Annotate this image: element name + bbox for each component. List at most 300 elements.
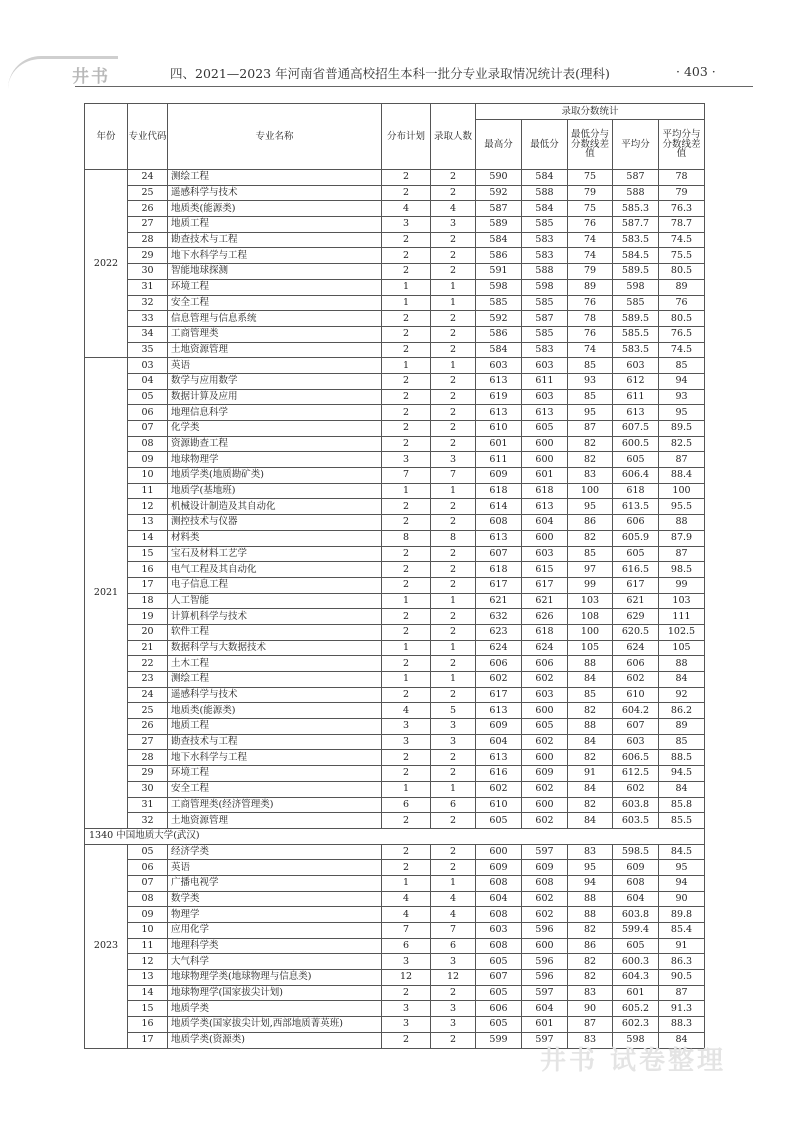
col-plan: 分布计划	[382, 104, 431, 170]
admitted-cell: 5	[431, 703, 476, 719]
name-cell: 测绘工程	[168, 170, 382, 186]
avg-cell: 602	[613, 781, 659, 797]
name-cell: 经济学类	[168, 844, 382, 860]
admitted-cell: 2	[431, 499, 476, 515]
name-cell: 土木工程	[168, 656, 382, 672]
avg-cell: 585.5	[613, 326, 659, 342]
plan-cell: 2	[382, 248, 431, 264]
min-line-cell: 82	[568, 797, 613, 813]
admitted-cell: 2	[431, 813, 476, 829]
min-line-cell: 89	[568, 279, 613, 295]
admitted-cell: 1	[431, 672, 476, 688]
min-line-cell: 84	[568, 672, 613, 688]
admitted-cell: 2	[431, 436, 476, 452]
min-line-cell: 88	[568, 719, 613, 735]
admission-table	[84, 103, 705, 1049]
admitted-cell: 2	[431, 1032, 476, 1048]
admitted-cell: 12	[431, 970, 476, 986]
table-row	[85, 781, 705, 797]
name-cell: 工商管理类(经济管理类)	[168, 797, 382, 813]
avg-cell: 624	[613, 640, 659, 656]
max-cell: 604	[476, 891, 522, 907]
avg-line-cell: 90.5	[659, 970, 705, 986]
plan-cell: 2	[382, 170, 431, 186]
table-row	[85, 609, 705, 625]
name-cell: 地球物理学类(地球物理与信息类)	[168, 970, 382, 986]
max-cell: 607	[476, 546, 522, 562]
min-line-cell: 103	[568, 593, 613, 609]
code-cell: 25	[128, 703, 168, 719]
avg-cell: 598	[613, 279, 659, 295]
admitted-cell: 2	[431, 750, 476, 766]
avg-cell: 608	[613, 875, 659, 891]
code-cell: 33	[128, 311, 168, 327]
avg-cell: 621	[613, 593, 659, 609]
plan-cell: 6	[382, 938, 431, 954]
table-row	[85, 421, 705, 437]
admitted-cell: 2	[431, 264, 476, 280]
min-line-cell: 76	[568, 295, 613, 311]
table-row	[85, 734, 705, 750]
avg-cell: 587.7	[613, 217, 659, 233]
name-cell: 地理信息科学	[168, 405, 382, 421]
min-cell: 600	[522, 530, 568, 546]
admitted-cell: 1	[431, 483, 476, 499]
max-cell: 610	[476, 421, 522, 437]
avg-cell: 607	[613, 719, 659, 735]
min-cell: 600	[522, 436, 568, 452]
name-cell: 地质学类(地质勘矿类)	[168, 468, 382, 484]
min-cell: 601	[522, 468, 568, 484]
min-cell: 605	[522, 719, 568, 735]
name-cell: 软件工程	[168, 624, 382, 640]
admitted-cell: 2	[431, 389, 476, 405]
plan-cell: 7	[382, 468, 431, 484]
min-line-cell: 105	[568, 640, 613, 656]
min-cell: 604	[522, 1001, 568, 1017]
admitted-cell: 2	[431, 985, 476, 1001]
name-cell: 英语	[168, 860, 382, 876]
avg-cell: 605	[613, 938, 659, 954]
admitted-cell: 3	[431, 1017, 476, 1033]
min-line-cell: 78	[568, 311, 613, 327]
min-cell: 626	[522, 609, 568, 625]
year-cell: 2023	[85, 844, 128, 1048]
avg-line-cell: 87	[659, 546, 705, 562]
admitted-cell: 6	[431, 938, 476, 954]
code-cell: 08	[128, 436, 168, 452]
max-cell: 608	[476, 907, 522, 923]
code-cell: 35	[128, 342, 168, 358]
plan-cell: 4	[382, 201, 431, 217]
plan-cell: 3	[382, 1017, 431, 1033]
table-row	[85, 1017, 705, 1033]
name-cell: 地质类(能源类)	[168, 201, 382, 217]
code-cell: 24	[128, 170, 168, 186]
code-cell: 10	[128, 468, 168, 484]
section-row	[85, 828, 705, 844]
plan-cell: 1	[382, 279, 431, 295]
max-cell: 605	[476, 954, 522, 970]
min-cell: 613	[522, 499, 568, 515]
plan-cell: 2	[382, 405, 431, 421]
col-max: 最高分	[476, 120, 522, 170]
plan-cell: 3	[382, 734, 431, 750]
min-line-cell: 94	[568, 875, 613, 891]
min-cell: 602	[522, 734, 568, 750]
min-line-cell: 100	[568, 483, 613, 499]
code-cell: 04	[128, 373, 168, 389]
max-cell: 617	[476, 577, 522, 593]
min-cell: 583	[522, 248, 568, 264]
col-group: 录取分数统计	[476, 104, 705, 120]
name-cell: 机械设计制造及其自动化	[168, 499, 382, 515]
min-cell: 601	[522, 1017, 568, 1033]
avg-line-cell: 95	[659, 860, 705, 876]
name-cell: 勘查技术与工程	[168, 734, 382, 750]
plan-cell: 1	[382, 358, 431, 374]
name-cell: 地球物理学	[168, 452, 382, 468]
avg-line-cell: 80.5	[659, 311, 705, 327]
min-cell: 585	[522, 326, 568, 342]
avg-cell: 603	[613, 734, 659, 750]
avg-cell: 585	[613, 295, 659, 311]
col-min-line: 最低分与分数线差值	[568, 120, 613, 170]
name-cell: 数学类	[168, 891, 382, 907]
plan-cell: 4	[382, 907, 431, 923]
max-cell: 613	[476, 703, 522, 719]
min-line-cell: 82	[568, 703, 613, 719]
min-line-cell: 95	[568, 499, 613, 515]
admitted-cell: 2	[431, 515, 476, 531]
admitted-cell: 2	[431, 405, 476, 421]
code-cell: 15	[128, 546, 168, 562]
code-cell: 32	[128, 295, 168, 311]
max-cell: 607	[476, 970, 522, 986]
admitted-cell: 3	[431, 734, 476, 750]
avg-line-cell: 86.2	[659, 703, 705, 719]
avg-line-cell: 80.5	[659, 264, 705, 280]
col-min: 最低分	[522, 120, 568, 170]
code-cell: 17	[128, 1032, 168, 1048]
max-cell: 613	[476, 530, 522, 546]
admitted-cell: 3	[431, 954, 476, 970]
avg-cell: 607.5	[613, 421, 659, 437]
max-cell: 608	[476, 938, 522, 954]
avg-line-cell: 87	[659, 452, 705, 468]
avg-line-cell: 89	[659, 719, 705, 735]
avg-line-cell: 89.5	[659, 421, 705, 437]
table-row	[85, 358, 705, 374]
col-code: 专业代码	[128, 104, 168, 170]
plan-cell: 2	[382, 985, 431, 1001]
min-line-cell: 93	[568, 373, 613, 389]
name-cell: 数据计算及应用	[168, 389, 382, 405]
code-cell: 29	[128, 248, 168, 264]
avg-line-cell: 94.5	[659, 766, 705, 782]
avg-line-cell: 93	[659, 389, 705, 405]
min-line-cell: 83	[568, 985, 613, 1001]
avg-cell: 589.5	[613, 264, 659, 280]
min-cell: 602	[522, 813, 568, 829]
admitted-cell: 2	[431, 844, 476, 860]
avg-cell: 605.2	[613, 1001, 659, 1017]
max-cell: 611	[476, 452, 522, 468]
plan-cell: 2	[382, 515, 431, 531]
min-line-cell: 79	[568, 185, 613, 201]
code-cell: 12	[128, 954, 168, 970]
min-cell: 606	[522, 656, 568, 672]
table-row	[85, 326, 705, 342]
code-cell: 31	[128, 797, 168, 813]
avg-line-cell: 88.4	[659, 468, 705, 484]
table-row	[85, 264, 705, 280]
plan-cell: 2	[382, 656, 431, 672]
avg-cell: 603.5	[613, 813, 659, 829]
avg-line-cell: 100	[659, 483, 705, 499]
max-cell: 609	[476, 860, 522, 876]
code-cell: 32	[128, 813, 168, 829]
min-cell: 583	[522, 232, 568, 248]
avg-line-cell: 98.5	[659, 562, 705, 578]
min-cell: 588	[522, 264, 568, 280]
avg-cell: 588	[613, 185, 659, 201]
admitted-cell: 2	[431, 311, 476, 327]
avg-cell: 613	[613, 405, 659, 421]
avg-line-cell: 88.3	[659, 1017, 705, 1033]
avg-line-cell: 79	[659, 185, 705, 201]
name-cell: 应用化学	[168, 923, 382, 939]
plan-cell: 3	[382, 719, 431, 735]
table-row	[85, 248, 705, 264]
max-cell: 590	[476, 170, 522, 186]
code-cell: 03	[128, 358, 168, 374]
min-line-cell: 85	[568, 687, 613, 703]
code-cell: 11	[128, 483, 168, 499]
admitted-cell: 3	[431, 217, 476, 233]
max-cell: 585	[476, 295, 522, 311]
plan-cell: 2	[382, 813, 431, 829]
section-title: 1340 中国地质大学(武汉)	[85, 828, 705, 844]
code-cell: 28	[128, 750, 168, 766]
avg-line-cell: 76	[659, 295, 705, 311]
name-cell: 测控技术与仪器	[168, 515, 382, 531]
min-line-cell: 85	[568, 546, 613, 562]
plan-cell: 8	[382, 530, 431, 546]
col-admitted: 录取人数	[431, 104, 476, 170]
min-line-cell: 88	[568, 907, 613, 923]
avg-line-cell: 99	[659, 577, 705, 593]
avg-cell: 604	[613, 891, 659, 907]
table-row	[85, 719, 705, 735]
plan-cell: 1	[382, 875, 431, 891]
code-cell: 12	[128, 499, 168, 515]
min-line-cell: 85	[568, 389, 613, 405]
avg-line-cell: 88.5	[659, 750, 705, 766]
avg-line-cell: 103	[659, 593, 705, 609]
max-cell: 587	[476, 201, 522, 217]
admitted-cell: 4	[431, 891, 476, 907]
min-cell: 584	[522, 201, 568, 217]
avg-cell: 606.4	[613, 468, 659, 484]
page-header	[0, 52, 800, 92]
min-line-cell: 74	[568, 232, 613, 248]
code-cell: 13	[128, 515, 168, 531]
min-cell: 597	[522, 985, 568, 1001]
avg-line-cell: 82.5	[659, 436, 705, 452]
header-rule	[75, 86, 753, 87]
avg-line-cell: 76.3	[659, 201, 705, 217]
avg-line-cell: 88	[659, 656, 705, 672]
code-cell: 14	[128, 530, 168, 546]
admitted-cell: 2	[431, 185, 476, 201]
min-line-cell: 87	[568, 421, 613, 437]
max-cell: 599	[476, 1032, 522, 1048]
admitted-cell: 2	[431, 170, 476, 186]
avg-line-cell: 91.3	[659, 1001, 705, 1017]
max-cell: 601	[476, 436, 522, 452]
min-cell: 608	[522, 875, 568, 891]
admitted-cell: 2	[431, 562, 476, 578]
plan-cell: 1	[382, 593, 431, 609]
name-cell: 人工智能	[168, 593, 382, 609]
avg-cell: 617	[613, 577, 659, 593]
min-cell: 603	[522, 687, 568, 703]
min-line-cell: 82	[568, 452, 613, 468]
plan-cell: 1	[382, 483, 431, 499]
max-cell: 610	[476, 797, 522, 813]
min-line-cell: 83	[568, 1032, 613, 1048]
table-row	[85, 970, 705, 986]
admitted-cell: 3	[431, 452, 476, 468]
table-row	[85, 985, 705, 1001]
min-line-cell: 76	[568, 326, 613, 342]
plan-cell: 3	[382, 954, 431, 970]
name-cell: 数学与应用数学	[168, 373, 382, 389]
min-cell: 605	[522, 421, 568, 437]
min-cell: 603	[522, 358, 568, 374]
avg-cell: 601	[613, 985, 659, 1001]
plan-cell: 2	[382, 311, 431, 327]
plan-cell: 2	[382, 609, 431, 625]
avg-line-cell: 89	[659, 279, 705, 295]
table-row	[85, 530, 705, 546]
avg-line-cell: 86.3	[659, 954, 705, 970]
avg-line-cell: 84	[659, 1032, 705, 1048]
max-cell: 609	[476, 468, 522, 484]
name-cell: 环境工程	[168, 279, 382, 295]
plan-cell: 2	[382, 421, 431, 437]
admitted-cell: 3	[431, 719, 476, 735]
min-cell: 597	[522, 1032, 568, 1048]
min-cell: 600	[522, 703, 568, 719]
plan-cell: 1	[382, 295, 431, 311]
admitted-cell: 1	[431, 593, 476, 609]
admitted-cell: 2	[431, 248, 476, 264]
max-cell: 632	[476, 609, 522, 625]
avg-cell: 583.5	[613, 342, 659, 358]
avg-cell: 618	[613, 483, 659, 499]
code-cell: 16	[128, 1017, 168, 1033]
plan-cell: 2	[382, 624, 431, 640]
avg-cell: 616.5	[613, 562, 659, 578]
min-cell: 598	[522, 279, 568, 295]
min-line-cell: 83	[568, 844, 613, 860]
name-cell: 物理学	[168, 907, 382, 923]
table-row	[85, 562, 705, 578]
name-cell: 数据科学与大数据技术	[168, 640, 382, 656]
avg-cell: 598	[613, 1032, 659, 1048]
name-cell: 资源勘查工程	[168, 436, 382, 452]
avg-line-cell: 95	[659, 405, 705, 421]
avg-cell: 605	[613, 546, 659, 562]
min-line-cell: 84	[568, 734, 613, 750]
code-cell: 27	[128, 734, 168, 750]
min-cell: 609	[522, 766, 568, 782]
min-cell: 596	[522, 954, 568, 970]
min-cell: 618	[522, 483, 568, 499]
table-row	[85, 468, 705, 484]
min-line-cell: 82	[568, 750, 613, 766]
name-cell: 材料类	[168, 530, 382, 546]
avg-line-cell: 88	[659, 515, 705, 531]
max-cell: 616	[476, 766, 522, 782]
name-cell: 地质类(能源类)	[168, 703, 382, 719]
avg-line-cell: 78.7	[659, 217, 705, 233]
code-cell: 34	[128, 326, 168, 342]
code-cell: 09	[128, 452, 168, 468]
avg-line-cell: 92	[659, 687, 705, 703]
plan-cell: 2	[382, 499, 431, 515]
table-row	[85, 750, 705, 766]
min-line-cell: 86	[568, 515, 613, 531]
code-cell: 26	[128, 719, 168, 735]
min-cell: 600	[522, 938, 568, 954]
avg-line-cell: 74.5	[659, 232, 705, 248]
plan-cell: 2	[382, 546, 431, 562]
admitted-cell: 4	[431, 201, 476, 217]
avg-line-cell: 74.5	[659, 342, 705, 358]
table-row	[85, 577, 705, 593]
min-cell: 618	[522, 624, 568, 640]
admitted-cell: 1	[431, 295, 476, 311]
table-row	[85, 201, 705, 217]
name-cell: 电气工程及其自动化	[168, 562, 382, 578]
table-row	[85, 656, 705, 672]
table-row	[85, 436, 705, 452]
admitted-cell: 2	[431, 860, 476, 876]
max-cell: 592	[476, 185, 522, 201]
min-cell: 615	[522, 562, 568, 578]
admitted-cell: 7	[431, 923, 476, 939]
max-cell: 609	[476, 719, 522, 735]
max-cell: 623	[476, 624, 522, 640]
min-line-cell: 76	[568, 217, 613, 233]
avg-cell: 604.3	[613, 970, 659, 986]
table-row	[85, 373, 705, 389]
avg-cell: 612.5	[613, 766, 659, 782]
avg-cell: 629	[613, 609, 659, 625]
admitted-cell: 4	[431, 907, 476, 923]
avg-line-cell: 105	[659, 640, 705, 656]
code-cell: 08	[128, 891, 168, 907]
avg-cell: 612	[613, 373, 659, 389]
min-cell: 609	[522, 860, 568, 876]
max-cell: 624	[476, 640, 522, 656]
min-line-cell: 83	[568, 468, 613, 484]
max-cell: 606	[476, 656, 522, 672]
name-cell: 广播电视学	[168, 875, 382, 891]
